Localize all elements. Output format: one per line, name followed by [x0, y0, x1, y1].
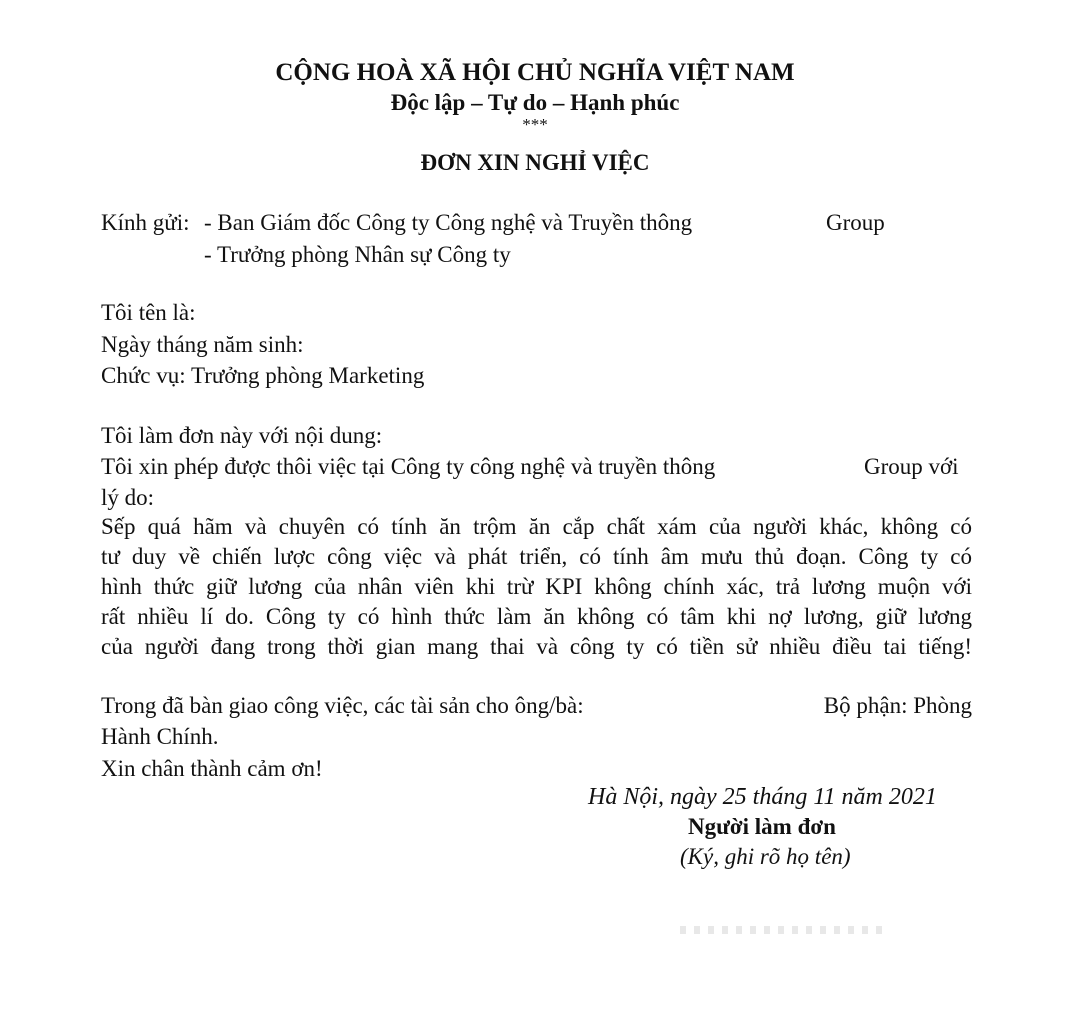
thanks-line: Xin chân thành cảm ơn! [101, 756, 323, 781]
stars-divider: *** [522, 115, 548, 134]
request-left: Tôi xin phép được thôi việc tại Công ty công nghệ và truyền thông [101, 454, 716, 479]
reason-line: hình thức giữ lương của nhân viên khi trừ KPI không chính xác, trả lương muộn với [101, 574, 972, 599]
handover-continuation: Hành Chính. [101, 724, 219, 749]
place-date: Hà Nội, ngày 25 tháng 11 năm 2021 [588, 784, 937, 810]
country-heading: CỘNG HOÀ XÃ HỘI CHỦ NGHĨA VIỆT NAM [275, 59, 795, 86]
position-line: Chức vụ: Trưởng phòng Marketing [101, 363, 425, 388]
reason-line: của người đang trong thời gian mang thai và công ty có tiền sử nhiều điều tai tiếng! [101, 634, 972, 659]
recipient-label: Kính gửi: [101, 210, 190, 235]
reason-line: tư duy về chiến lược công việc và phát triển, có tính âm mưu thủ đoạn. Công ty có [101, 544, 972, 569]
reason-line: Sếp quá hãm và chuyên có tính ăn trộm ăn cắp chất xám của người khác, không có [101, 514, 972, 539]
recipient-line-2: - Trưởng phòng Nhân sự Công ty [204, 242, 511, 267]
dob-label: Ngày tháng năm sinh: [101, 332, 304, 357]
signer-role: Người làm đơn [688, 814, 836, 839]
intro-line: Tôi làm đơn này với nội dung: [101, 423, 383, 448]
faded-signature-mark [680, 926, 890, 934]
name-label: Tôi tên là: [101, 300, 196, 325]
recipient-line-1: - Ban Giám đốc Công ty Công nghệ và Truyền thông [204, 210, 693, 235]
handover-left: Trong đã bàn giao công việc, các tài sản cho ông/bà: [101, 693, 584, 718]
reason-line: rất nhiều lí do. Công ty có hình thức làm ăn không có tâm khi nợ lương, giữ lương [101, 604, 972, 629]
document-title: ĐƠN XIN NGHỈ VIỆC [420, 150, 650, 175]
recipient-line-1-suffix: Group [826, 210, 885, 235]
motto: Độc lập – Tự do – Hạnh phúc [390, 90, 680, 115]
handover-row [101, 691, 972, 721]
reason-label: lý do: [101, 485, 155, 510]
signature-note: (Ký, ghi rõ họ tên) [680, 844, 851, 869]
request-right: Group với [864, 454, 959, 479]
handover-right: Bộ phận: Phòng [823, 693, 972, 718]
